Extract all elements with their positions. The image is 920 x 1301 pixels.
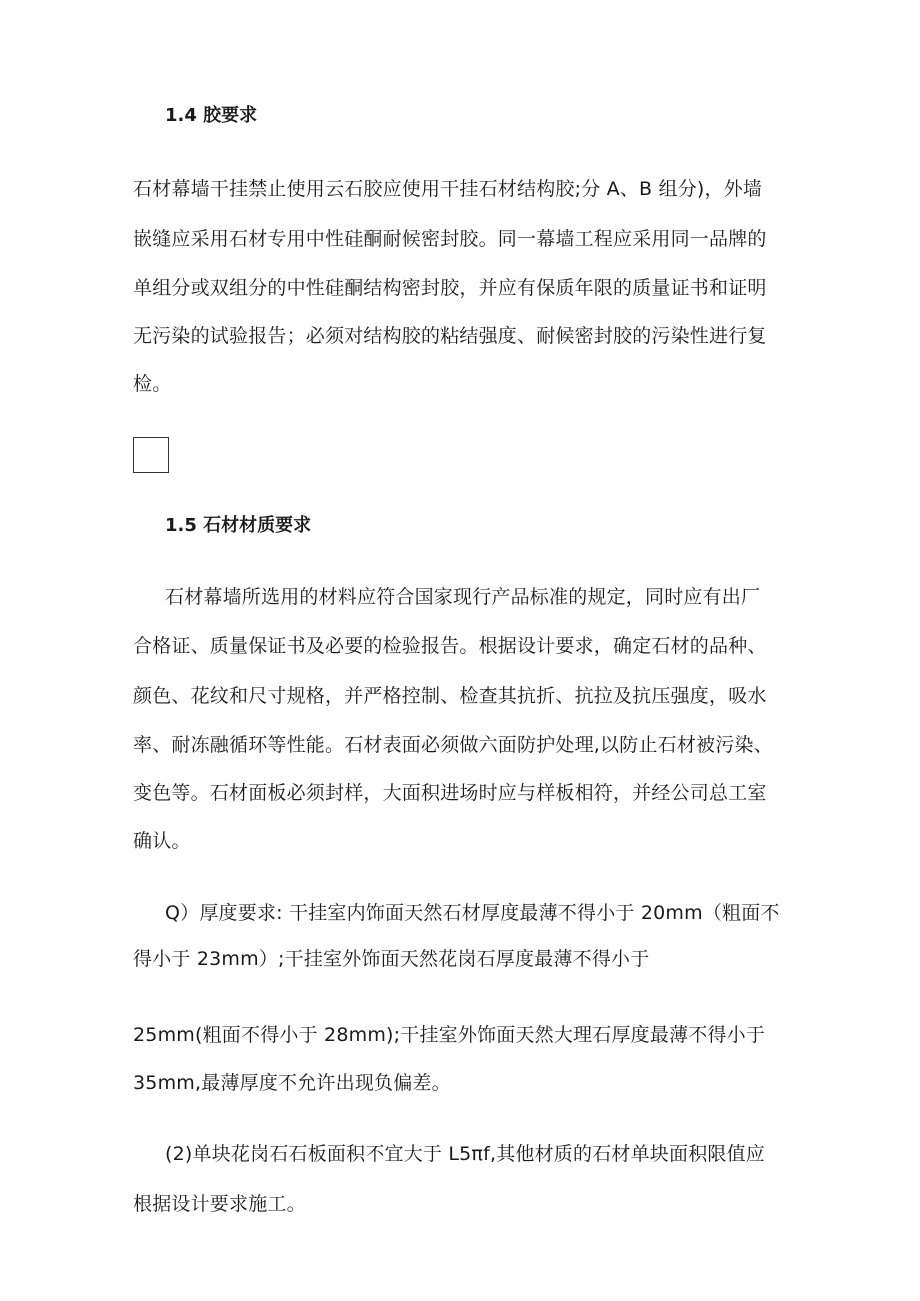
paragraph-line: 颜色、花纹和尺寸规格，并严格控制、检查其抗折、抗拉及抗压强度，吸水 bbox=[133, 685, 767, 707]
paragraph-line: 单组分或双组分的中性硅酮结构密封胶，并应有保质年限的质量证书和证明 bbox=[133, 277, 767, 299]
paragraph-line: 得小于 23mm）;干挂室外饰面天然花岗石厚度最薄不得小于 bbox=[133, 948, 650, 970]
paragraph-line: 35mm,最薄厚度不允许出现负偏差。 bbox=[133, 1072, 451, 1094]
section-heading-glue: 1.4 胶要求 bbox=[165, 105, 258, 126]
paragraph-line: 确认。 bbox=[133, 830, 191, 852]
paragraph-line: 根据设计要求施工。 bbox=[133, 1193, 306, 1215]
section-heading-stone: 1.5 石材材质要求 bbox=[165, 515, 312, 536]
paragraph-line: 率、耐冻融循环等性能。石材表面必须做六面防护处理,以防止石材被污染、 bbox=[133, 734, 773, 756]
paragraph-line: 嵌缝应采用石材专用中性硅酮耐候密封胶。同一幕墙工程应采用同一品牌的 bbox=[133, 228, 767, 250]
paragraph-line: 25mm(粗面不得小于 28mm);干挂室外饰面天然大理石厚度最薄不得小于 bbox=[133, 1024, 766, 1046]
paragraph-line: Q）厚度要求: 干挂室内饰面天然石材厚度最薄不得小于 20mm（粗面不 bbox=[165, 902, 780, 924]
paragraph-line: 石材幕墙所选用的材料应符合国家现行产品标准的规定，同时应有出厂 bbox=[165, 586, 761, 608]
paragraph-line: 石材幕墙干挂禁止使用云石胶应使用干挂石材结构胶;分 A、B 组分)，外墙 bbox=[133, 178, 763, 200]
paragraph-line: 合格证、质量保证书及必要的检验报告。根据设计要求，确定石材的品种、 bbox=[133, 635, 767, 657]
paragraph-line: 变色等。石材面板必须封样，大面积进场时应与样板相符，并经公司总工室 bbox=[133, 782, 767, 804]
paragraph-line: (2)单块花岗石石板面积不宜大于 L5πf,其他材质的石材单块面积限值应 bbox=[165, 1143, 765, 1165]
paragraph-line: 检。 bbox=[133, 373, 172, 395]
empty-checkbox[interactable] bbox=[133, 437, 169, 473]
paragraph-line: 无污染的试验报告；必须对结构胶的粘结强度、耐候密封胶的污染性进行复 bbox=[133, 325, 767, 347]
